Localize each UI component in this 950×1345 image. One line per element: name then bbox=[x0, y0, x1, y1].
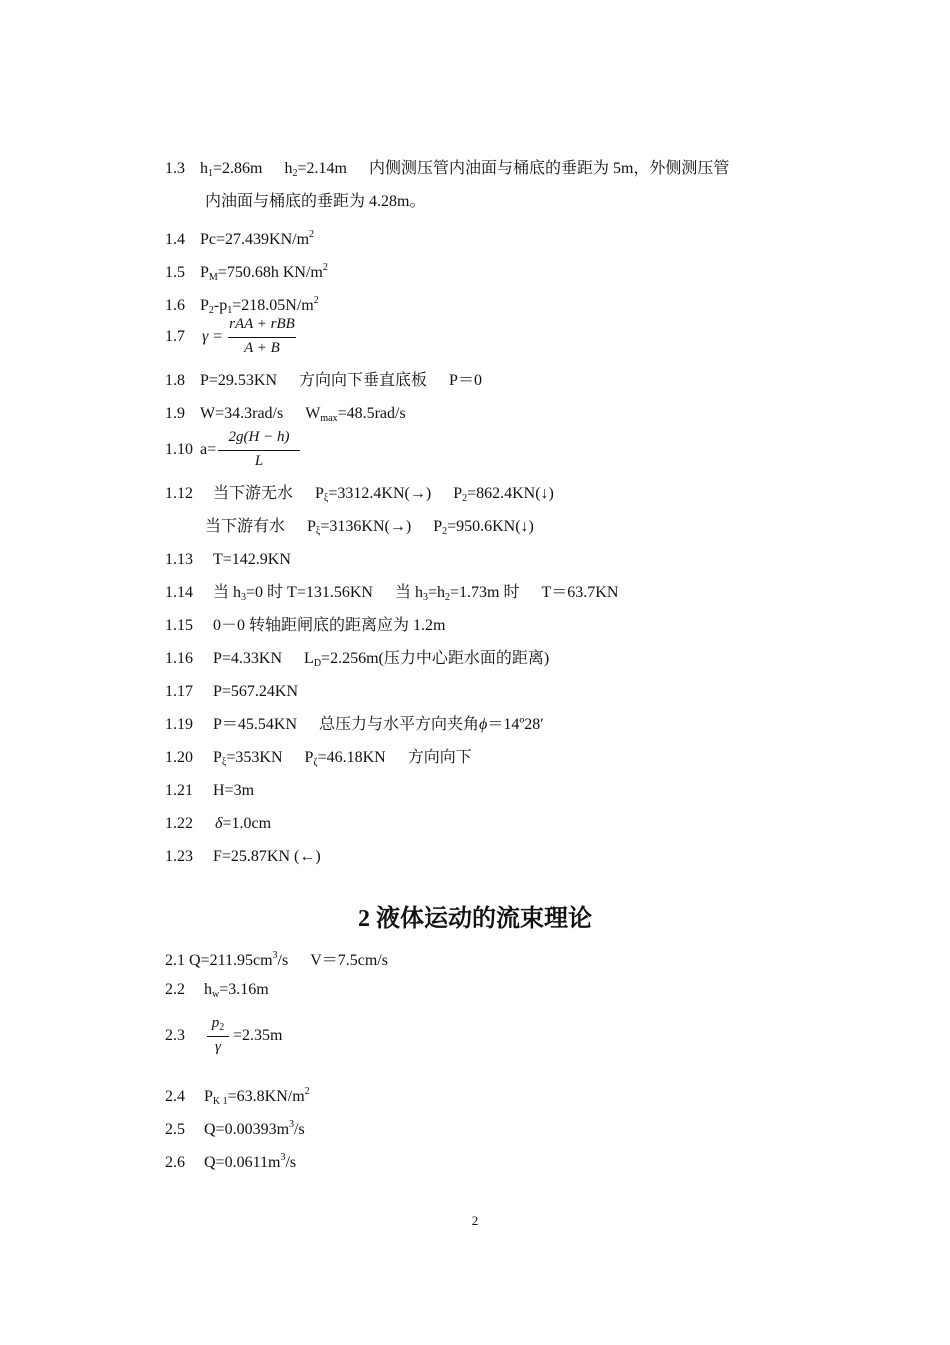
answer-2-4: 2.4 $P_{K 1}=63.8KN/m^2$ bbox=[165, 1086, 310, 1107]
answer-1-12: 1.12 当下游无水 $P_\xi=3312.4KN(\to)$ $P_2=862.4KN(↓)$ bbox=[165, 485, 554, 504]
answer-2-2: 2.2 $h_w=3.16m$ bbox=[165, 981, 269, 1000]
acceleration-fraction: 2g(H − h) L bbox=[218, 429, 300, 475]
answer-1-9: 1.9 W=34.3rad/s $W_{max}=48.5rad/s$ bbox=[165, 405, 406, 424]
answer-2-3: 2.3 =2.35m bbox=[165, 1027, 283, 1044]
section-heading: 2 液体运动的流束理论 bbox=[358, 906, 592, 932]
answer-1-23: 1.23 F=25.87KN (←) bbox=[165, 848, 321, 865]
answer-1-12-continued: 当下游有水 $P_\xi=3136KN(\to)$ $P_2=950.6KN(↓)$ bbox=[205, 518, 534, 537]
answer-1-15: 1.15 0－0 转轴距闸底的距离应为 1.2m bbox=[165, 617, 446, 634]
gamma-fraction: rAA + rBB A + B bbox=[229, 316, 295, 356]
answer-2-5: 2.5 $Q=0.00393m^3/s$ bbox=[165, 1119, 305, 1138]
answer-1-10: 1.10 a= bbox=[165, 441, 217, 458]
answer-1-19: 1.19 P＝45.54KN 总压力与水平方向夹角ϕ＝14º28′ bbox=[165, 716, 544, 733]
answer-1-17: 1.17 P=567.24KN bbox=[165, 683, 299, 700]
answer-1-21: 1.21 H=3m bbox=[165, 782, 255, 799]
answer-1-6: 1.6 $P_2-p_1=218.05N/m^2$ bbox=[165, 295, 319, 316]
pressure-head-fraction: $p_2$ γ bbox=[207, 1015, 229, 1061]
answer-1-16: 1.16 P=4.33KN $L_D=2.256m$(压力中心距水面的距离) bbox=[165, 650, 550, 669]
answer-1-3: 1.3 $h_1=2.86m$ $h_2=2.14m$ 内侧测压管内油面与桶底的垂距为 5m，外侧测压管 bbox=[165, 160, 730, 179]
answer-1-20: 1.20 $P_\xi=353KN$ $P_\zeta=46.18KN$ 方向向下 bbox=[165, 749, 472, 768]
answer-1-14: 1.14 当 $h_3=0$ 时 T=131.56KN 当 $h_3=h_2=1.73m$ 时 T＝63.7KN bbox=[165, 584, 619, 603]
page-number: 2 bbox=[471, 1213, 479, 1228]
answer-1-3-continued: 内油面与桶底的垂距为 4.28m。 bbox=[205, 193, 426, 210]
answer-2-6: 2.6 $Q=0.0611m^3/s$ bbox=[165, 1152, 297, 1171]
answer-1-22: 1.22 δ=1.0cm bbox=[165, 815, 272, 832]
answer-1-5: 1.5 $P_M=750.68h$ $KN/m^2$ bbox=[165, 262, 328, 283]
answer-1-4: 1.4 $Pc=27.439KN/m^2$ bbox=[165, 229, 315, 248]
answer-2-1: 2.1 $Q=211.95cm^3/s$ V＝7.5cm/s bbox=[165, 950, 388, 969]
answer-1-13: 1.13 T=142.9KN bbox=[165, 551, 291, 568]
answer-1-7: 1.7 γ = bbox=[165, 328, 224, 345]
answer-1-8: 1.8 P=29.53KN 方向向下垂直底板 P＝0 bbox=[165, 372, 482, 389]
